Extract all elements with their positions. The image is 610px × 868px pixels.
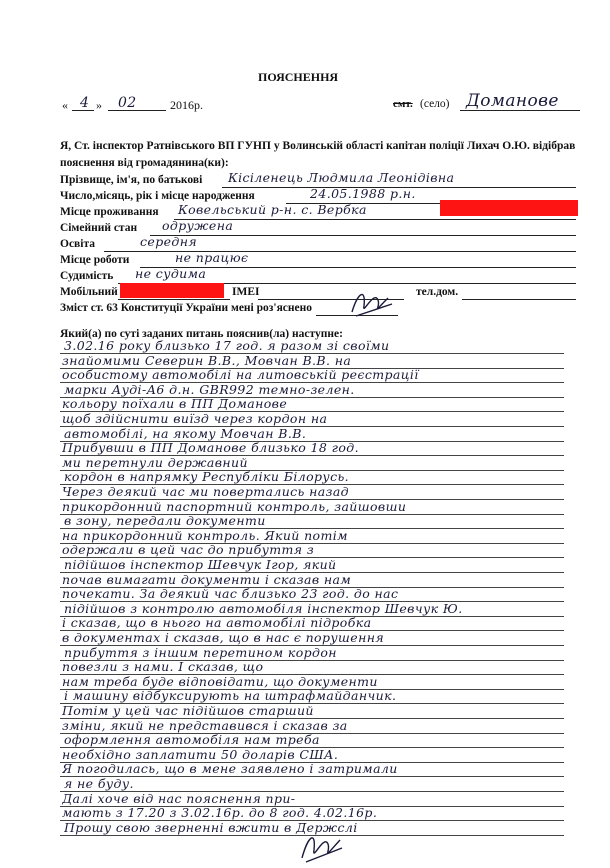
statement-line: в документах і сказав, що в нас є порушення (62, 630, 385, 645)
field-value-education: середня (140, 234, 198, 249)
field-value-work: не працює (175, 250, 249, 265)
field-label-full-name: Прізвище, ім'я, по батькові (60, 174, 203, 186)
statement-line: і сказав, що в нього на автомобілі підробка (62, 615, 372, 631)
month-underline (108, 110, 166, 111)
statement-line: марки Ауді-А6 д.н. GBR992 темно-зелен. (64, 381, 355, 397)
statement-line: Прошу свою зверненні вжити в Держслі (64, 819, 358, 835)
field-underline-residence (174, 219, 576, 220)
statement-line: одержали в цей час до прибуття з (62, 542, 315, 558)
date-day: 4 (80, 95, 90, 111)
statement-line: почав вимагати документи і сказав нам (62, 571, 352, 587)
statement-line: кордон в напрямку Республіки Білорусь. (64, 469, 350, 485)
statement-line: Через деякий час ми повертались назад (62, 484, 349, 499)
statement-line: ми перетнули державний (62, 454, 248, 470)
statement-line: прибуття з іншим перетином кордон (64, 644, 337, 660)
date-year: 2016р. (170, 98, 203, 112)
field-label-imei: IMEI (232, 286, 260, 298)
field-label-residence: Місце проживання (60, 206, 159, 218)
statement-line: кольору поїхали в ПП Доманове (62, 396, 288, 412)
date-quote-close: » (96, 98, 102, 112)
settlement-label: (село) (420, 98, 450, 110)
field-value-marital: одружена (162, 218, 234, 233)
field-value-residence: Ковельський р-н. с. Вербка (178, 202, 367, 217)
intro-line-2: пояснення від громадянина(ки): (60, 157, 229, 169)
statement-line: і машину відбуксирують на штрафмайданчик. (64, 688, 397, 704)
signature-mark-bottom (296, 828, 346, 866)
constitution-note: Зміст ст. 63 Конституції України мені роз'яснено (60, 302, 313, 314)
field-value-full-name: Кісіленець Людмила Леонідівна (228, 170, 455, 185)
field-label-marital: Сімейний стан (60, 222, 138, 234)
statement-line: автомобілі, на якому Мовчан В.В. (64, 425, 307, 441)
intro-line-1: Я, Ст. інспектор Ратнівського ВП ГУНП у Волинській області капітан поліції Лихач О.Ю. відібрав (60, 140, 576, 152)
redaction-mobile (120, 283, 224, 298)
statement-line: в зону, передали документи (64, 513, 266, 529)
statement-line: 3.02.16 року близько 17 год. я разом зі своїми (64, 338, 390, 353)
field-label-conviction: Судимість (60, 270, 114, 282)
field-value-birth: 24.05.1988 р.н. (310, 186, 416, 201)
redaction-address (440, 200, 578, 216)
settlement-value: Доманове (466, 91, 559, 111)
field-label-mobile: Мобільний (60, 286, 118, 298)
statement-line: підійшов з контролю автомобіля інспектор Шевчук Ю. (64, 600, 463, 616)
statement-heading: Який(а) по суті заданих питань пояснив(ла) наступне: (60, 328, 343, 340)
date-quote-open: « (62, 98, 68, 112)
statement-line: щоб здійснити виїзд через кордон на (62, 411, 328, 426)
document-title: ПОЯСНЕННЯ (258, 70, 339, 84)
day-underline (72, 110, 94, 111)
field-label-work: Місце роботи (60, 254, 130, 266)
field-label-birth: Число,місяць, рік і місце народження (60, 190, 255, 202)
signature-mark-top (348, 286, 394, 320)
field-label-home-phone: тел.дом. (416, 286, 459, 298)
settlement-struck: смт. (393, 98, 413, 110)
field-underline-home-phone (462, 299, 576, 300)
statement-line: особистому автомобілі на литовській реєстрації (62, 367, 419, 383)
field-label-education: Освіта (60, 238, 95, 250)
field-value-conviction: не судима (135, 266, 207, 281)
statement-line: оформлення автомобіля нам треба (64, 732, 320, 748)
statement-line: Далі хоче від нас пояснення при- (62, 790, 296, 806)
statement-line: Потім у цей час підійшов старший (62, 703, 314, 718)
statement-line: повезли з нами. І сказав, що (62, 659, 264, 675)
statement-line: я не буду. (64, 776, 134, 791)
statement-line: почекати. За деякий час близько 23 год. до нас (62, 586, 399, 602)
statement-line: Прибувши в ПП Доманове близько 18 год. (62, 440, 359, 456)
statement-line: необхідно заплатити 50 доларів США. (62, 746, 339, 762)
statement-line: нам треба буде відповідати, що документи (62, 673, 378, 689)
statement-line: мають з 17.20 з 3.02.16р. до 8 год. 4.02.16р. (62, 805, 378, 821)
statement-line: зміни, який не представився і сказав за (62, 717, 348, 733)
settlement-underline (460, 110, 580, 111)
field-underline-mobile (118, 299, 230, 300)
statement-line: підійшов інспектор Шевчук Ігор, який (64, 557, 337, 572)
statement-line: Я погодилась, що в мене заявлено і затримали (62, 761, 398, 777)
field-underline-marital (150, 235, 576, 236)
statement-line: знайомими Северин В.В., Мовчан В.В. на (62, 352, 352, 368)
date-month: 02 (118, 95, 137, 111)
statement-line: на прикордонний контроль. Який потім (62, 527, 348, 543)
statement-line: прикордонний паспортний контроль, зайшовши (62, 498, 407, 514)
